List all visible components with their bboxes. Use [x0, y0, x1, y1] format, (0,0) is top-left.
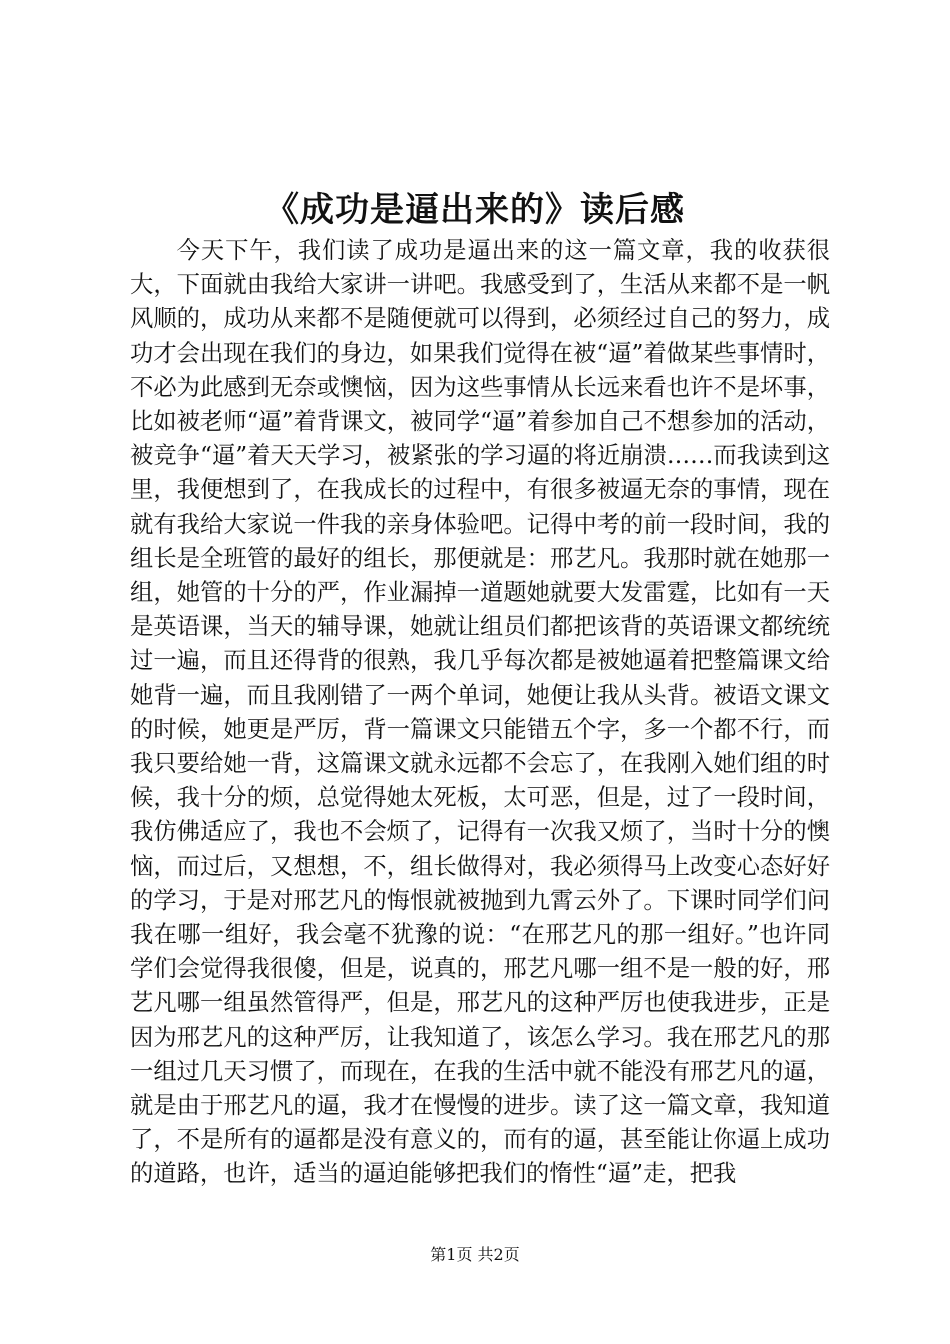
body-paragraph: 今天下午，我们读了成功是逼出来的这一篇文章，我的收获很大，下面就由我给大家讲一讲吧。我感受到了，生活从来都不是一帆风顺的，成功从来都不是随便就可以得到，必须经过自己的努力，成功才会出现在我们的身边，如果我们觉得在被“逼”着做某些事情时，不必为此感到无奈或懊恼，因为这些事情从长远来看也许不是坏事，比如被老师“逼”着背课文，被同学“逼”着参加自己不想参加的活动，被竞争“逼”着天天学习，被紧张的学习逼的将近崩溃……而我读到这里，我便想到了，在我成长的过程中，有很多被逼无奈的事情，现在就有我给大家说一件我的亲身体验吧。记得中考的前一段时间，我的组长是全班管的最好的组长，那便就是：邢艺凡。我那时就在她那一组，她管的十分的严，作业漏掉一道题她就要大发雷霆，比如有一天是英语课，当天的辅导课，她就让组员们都把该背的英语课文都统统过一遍，而且还得背的很熟，我几乎每次都是被她逼着把整篇课文给她背一遍，而且我刚错了一两个单词，她便让我从头背。被语文课文的时候，她更是严厉，背一篇课文只能错五个字，多一个都不行，而我只要给她一背，这篇课文就永远都不会忘了，在我刚入她们组的时候，我十分的烦，总觉得她太死板，太可恶，但是，过了一段时间，我仿佛适应了，我也不会烦了，记得有一次我又烦了，当时十分的懊恼，而过后，又想想，不，组长做得对，我必须得马上改变心态好好的学习，于是对邢艺凡的悔恨就被抛到九霄云外了。下课时同学们问我在哪一组好，我会毫不犹豫的说：“在邢艺凡的那一组好。”也许同学们会觉得我很傻，但是，说真的，邢艺凡哪一组不是一般的好，邢艺凡哪一组虽然管得严，但是，邢艺凡的这种严厉也使我进步，正是因为邢艺凡的这种严厉，让我知道了，该怎么学习。我在邢艺凡的那一组过几天习惯了，而现在，在我的生活中就不能没有邢艺凡的逼，就是由于邢艺凡的逼，我才在慢慢的进步。读了这一篇文章，我知道了，不是所有的逼都是没有意义的，而有的逼，甚至能让你逼上成功的道路，也许，适当的逼迫能够把我们的惰性“逼”走，把我 — [130, 237, 830, 1188]
page-footer: 第1页 共2页 — [430, 1245, 520, 1264]
document-title: 《成功是逼出来的》读后感 — [265, 190, 685, 230]
document-body — [130, 234, 830, 1192]
